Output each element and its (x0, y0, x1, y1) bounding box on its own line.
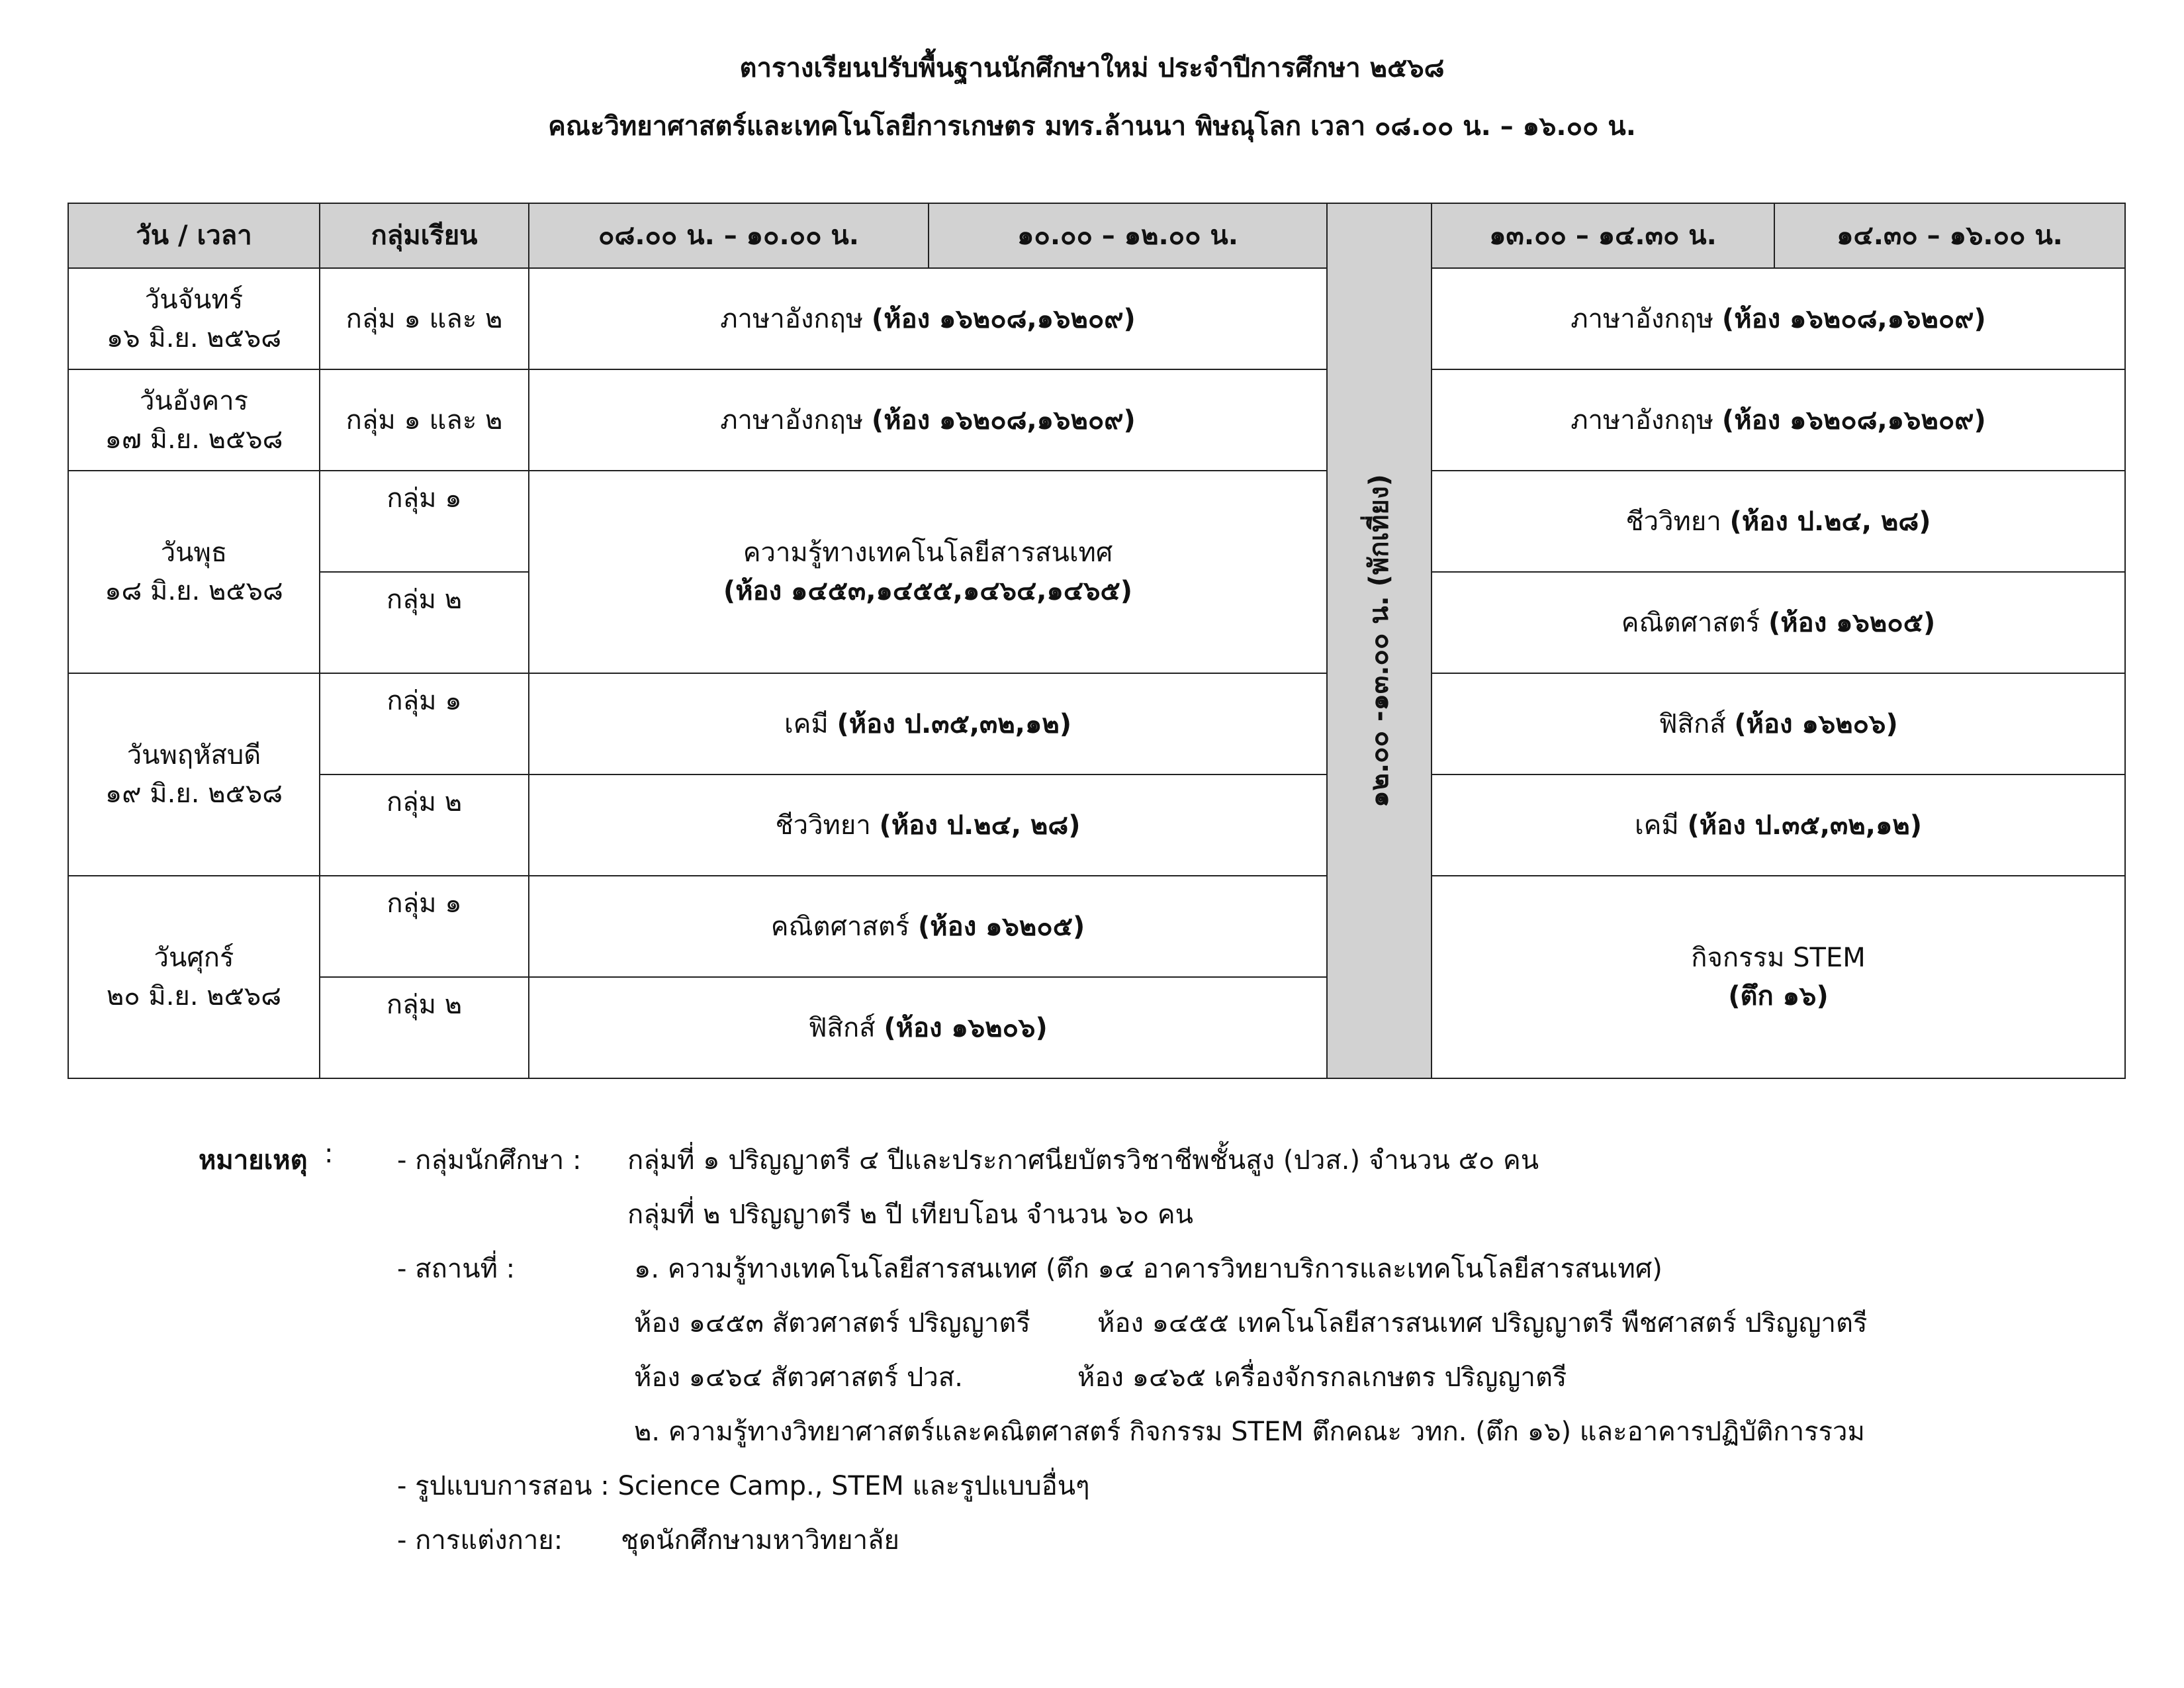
notes-room-1464: ห้อง ๑๔๖๔ สัตวศาสตร์ ปวส. (634, 1362, 963, 1393)
group-cell: กลุ่ม ๑ (320, 673, 529, 774)
subject: ภาษาอังกฤษ (1570, 303, 1714, 334)
day-date: ๑๘ มิ.ย. ๒๕๖๘ (105, 576, 283, 606)
afternoon-class (1432, 369, 2125, 471)
room: (ห้อง ป.๓๕,๓๒,๑๒) (1687, 810, 1922, 841)
notes-dress: ชุดนักศึกษามหาวิทยาลัย (621, 1525, 899, 1556)
morning-class (529, 369, 1327, 471)
lunch-break-column (1327, 203, 1432, 1078)
day-date: ๑๖ มิ.ย. ๒๕๖๘ (106, 322, 282, 353)
room: (ห้อง ๑๖๒๐๕) (1768, 607, 1936, 638)
notes-place-label: - สถานที่ : (397, 1254, 516, 1284)
subject: กิจกรรม STEM (1691, 943, 1866, 973)
subject: คณิตศาสตร์ (770, 911, 910, 942)
day-name: วันจันทร์ (144, 284, 244, 315)
morning-class (529, 977, 1327, 1078)
day-cell (68, 268, 320, 369)
day-name: วันพฤหัสบดี (126, 740, 261, 771)
notes-room-1465: ห้อง ๑๔๖๕ เครื่องจักรกลเกษตร ปริญญาตรี (1077, 1362, 1567, 1393)
group-cell: กลุ่ม ๑ (320, 471, 529, 572)
afternoon-class (1432, 572, 2125, 673)
group-cell: กลุ่ม ๑ และ ๒ (320, 268, 529, 369)
day-name: วันศุกร์ (154, 943, 234, 973)
col-time-1300-header: ๑๓.๐๐ – ๑๔.๓๐ น. (1432, 203, 1774, 268)
morning-class (529, 268, 1327, 369)
day-date: ๑๙ มิ.ย. ๒๕๖๘ (105, 778, 283, 809)
group-cell: กลุ่ม ๒ (320, 774, 529, 876)
morning-class (529, 774, 1327, 876)
day-name: วันพุธ (160, 538, 228, 568)
page-title: ตารางเรียนปรับพื้นฐานนักศึกษาใหม่ ประจำปีการศึกษา ๒๕๖๘ (739, 53, 1445, 83)
day-cell (68, 673, 320, 876)
page-subtitle: คณะวิทยาศาสตร์และเทคโนโลยีการเกษตร มทร.ล้านนา พิษณุโลก เวลา ๐๘.๐๐ น. – ๑๖.๐๐ น. (548, 111, 1636, 142)
afternoon-class (1432, 876, 2125, 1078)
notes-place2: ๒. ความรู้ทางวิทยาศาสตร์และคณิตศาสตร์ กิจกรรม STEM ตึกคณะ วทก. (ตึก ๑๖) และอาคารปฏิบัติการรวม (634, 1417, 1865, 1447)
subject: ชีววิทยา (1625, 506, 1721, 537)
room: (ห้อง ป.๒๔, ๒๘) (879, 810, 1081, 841)
afternoon-class (1432, 673, 2125, 774)
afternoon-class (1432, 471, 2125, 572)
table-row-thursday-group2 (68, 774, 2125, 876)
day-name: วันอังคาร (139, 385, 249, 416)
table-row-tuesday (68, 369, 2125, 471)
day-cell (68, 876, 320, 1078)
notes-colon: : (324, 1139, 334, 1169)
subject: เคมี (784, 708, 829, 739)
notes-room-1455: ห้อง ๑๔๕๕ เทคโนโลยีสารสนเทศ ปริญญาตรี พืชศาสตร์ ปริญญาตรี (1097, 1308, 1868, 1338)
room: (ห้อง ๑๖๒๐๘,๑๖๒๐๙) (1721, 303, 1986, 334)
notes-place1: ๑. ความรู้ทางเทคโนโลยีสารสนเทศ (ตึก ๑๔ อาคารวิทยาบริการและเทคโนโลยีสารสนเทศ) (634, 1254, 1662, 1284)
room: (ห้อง ป.๓๕,๓๒,๑๒) (837, 708, 1071, 739)
subject: ภาษาอังกฤษ (1570, 404, 1714, 436)
col-time-0800-header: ๐๘.๐๐ น. – ๑๐.๐๐ น. (529, 203, 929, 268)
subject: ฟิสิกส์ (1659, 708, 1726, 739)
subject: ภาษาอังกฤษ (720, 404, 864, 436)
day-cell (68, 369, 320, 471)
group-cell: กลุ่ม ๒ (320, 977, 529, 1078)
room: (ห้อง ป.๒๔, ๒๘) (1729, 506, 1931, 537)
day-date: ๒๐ มิ.ย. ๒๕๖๘ (106, 981, 282, 1011)
morning-class (529, 876, 1327, 977)
notes-label: หมายเหตุ (199, 1145, 308, 1176)
room: (ตึก ๑๖) (1728, 981, 1829, 1011)
lunch-break-label: ๑๒.๐๐ -๑๓.๐๐ น. (พักเที่ยง) (1364, 474, 1394, 808)
room: (ห้อง ๑๖๒๐๘,๑๖๒๐๙) (871, 303, 1136, 334)
table-row-monday (68, 268, 2125, 369)
afternoon-class (1432, 774, 2125, 876)
morning-class (529, 673, 1327, 774)
col-group-header: กลุ่มเรียน (320, 203, 529, 268)
subject: ชีววิทยา (775, 810, 871, 841)
room: (ห้อง ๑๖๒๐๕) (918, 911, 1085, 942)
table-row-thursday-group1 (68, 673, 2125, 774)
notes-teaching: - รูปแบบการสอน : Science Camp., STEM และรูปแบบอื่นๆ (397, 1471, 1090, 1501)
subject: คณิตศาสตร์ (1621, 607, 1760, 638)
subject: ฟิสิกส์ (808, 1012, 876, 1043)
afternoon-class (1432, 268, 2125, 369)
subject: ความรู้ทางเทคโนโลยีสารสนเทศ (743, 538, 1113, 568)
room: (ห้อง ๑๔๕๓,๑๔๕๕,๑๔๖๔,๑๔๖๕) (723, 576, 1133, 606)
morning-class (529, 471, 1327, 673)
col-time-1430-header: ๑๔.๓๐ – ๑๖.๐๐ น. (1774, 203, 2125, 268)
table-row-friday-group1 (68, 876, 2125, 977)
schedule-table (68, 203, 2126, 1079)
group-cell: กลุ่ม ๒ (320, 572, 529, 673)
room: (ห้อง ๑๖๒๐๖) (1734, 708, 1898, 739)
room: (ห้อง ๑๖๒๐๘,๑๖๒๐๙) (1721, 404, 1986, 436)
col-day-header: วัน / เวลา (68, 203, 320, 268)
header-row (68, 203, 2125, 268)
room: (ห้อง ๑๖๒๐๘,๑๖๒๐๙) (871, 404, 1136, 436)
group-cell: กลุ่ม ๑ และ ๒ (320, 369, 529, 471)
group-cell: กลุ่ม ๑ (320, 876, 529, 977)
col-time-1000-header: ๑๐.๐๐ – ๑๒.๐๐ น. (929, 203, 1327, 268)
subject: ภาษาอังกฤษ (720, 303, 864, 334)
notes-group1: กลุ่มที่ ๑ ปริญญาตรี ๔ ปีและประกาศนียบัตรวิชาชีพชั้นสูง (ปวส.) จำนวน ๕๐ คน (627, 1145, 1539, 1176)
notes-groups-label: - กลุ่มนักศึกษา : (397, 1145, 582, 1176)
room: (ห้อง ๑๖๒๐๖) (884, 1012, 1048, 1043)
notes-room-1453: ห้อง ๑๔๕๓ สัตวศาสตร์ ปริญญาตรี (634, 1308, 1030, 1338)
notes-dress-label: - การแต่งกาย: (397, 1525, 563, 1556)
day-cell (68, 471, 320, 673)
day-date: ๑๗ มิ.ย. ๒๕๖๘ (105, 424, 283, 455)
subject: เคมี (1635, 810, 1679, 841)
notes-group2: กลุ่มที่ ๒ ปริญญาตรี ๒ ปี เทียบโอน จำนวน ๖๐ คน (627, 1199, 1193, 1230)
table-row-wednesday-group1 (68, 471, 2125, 572)
